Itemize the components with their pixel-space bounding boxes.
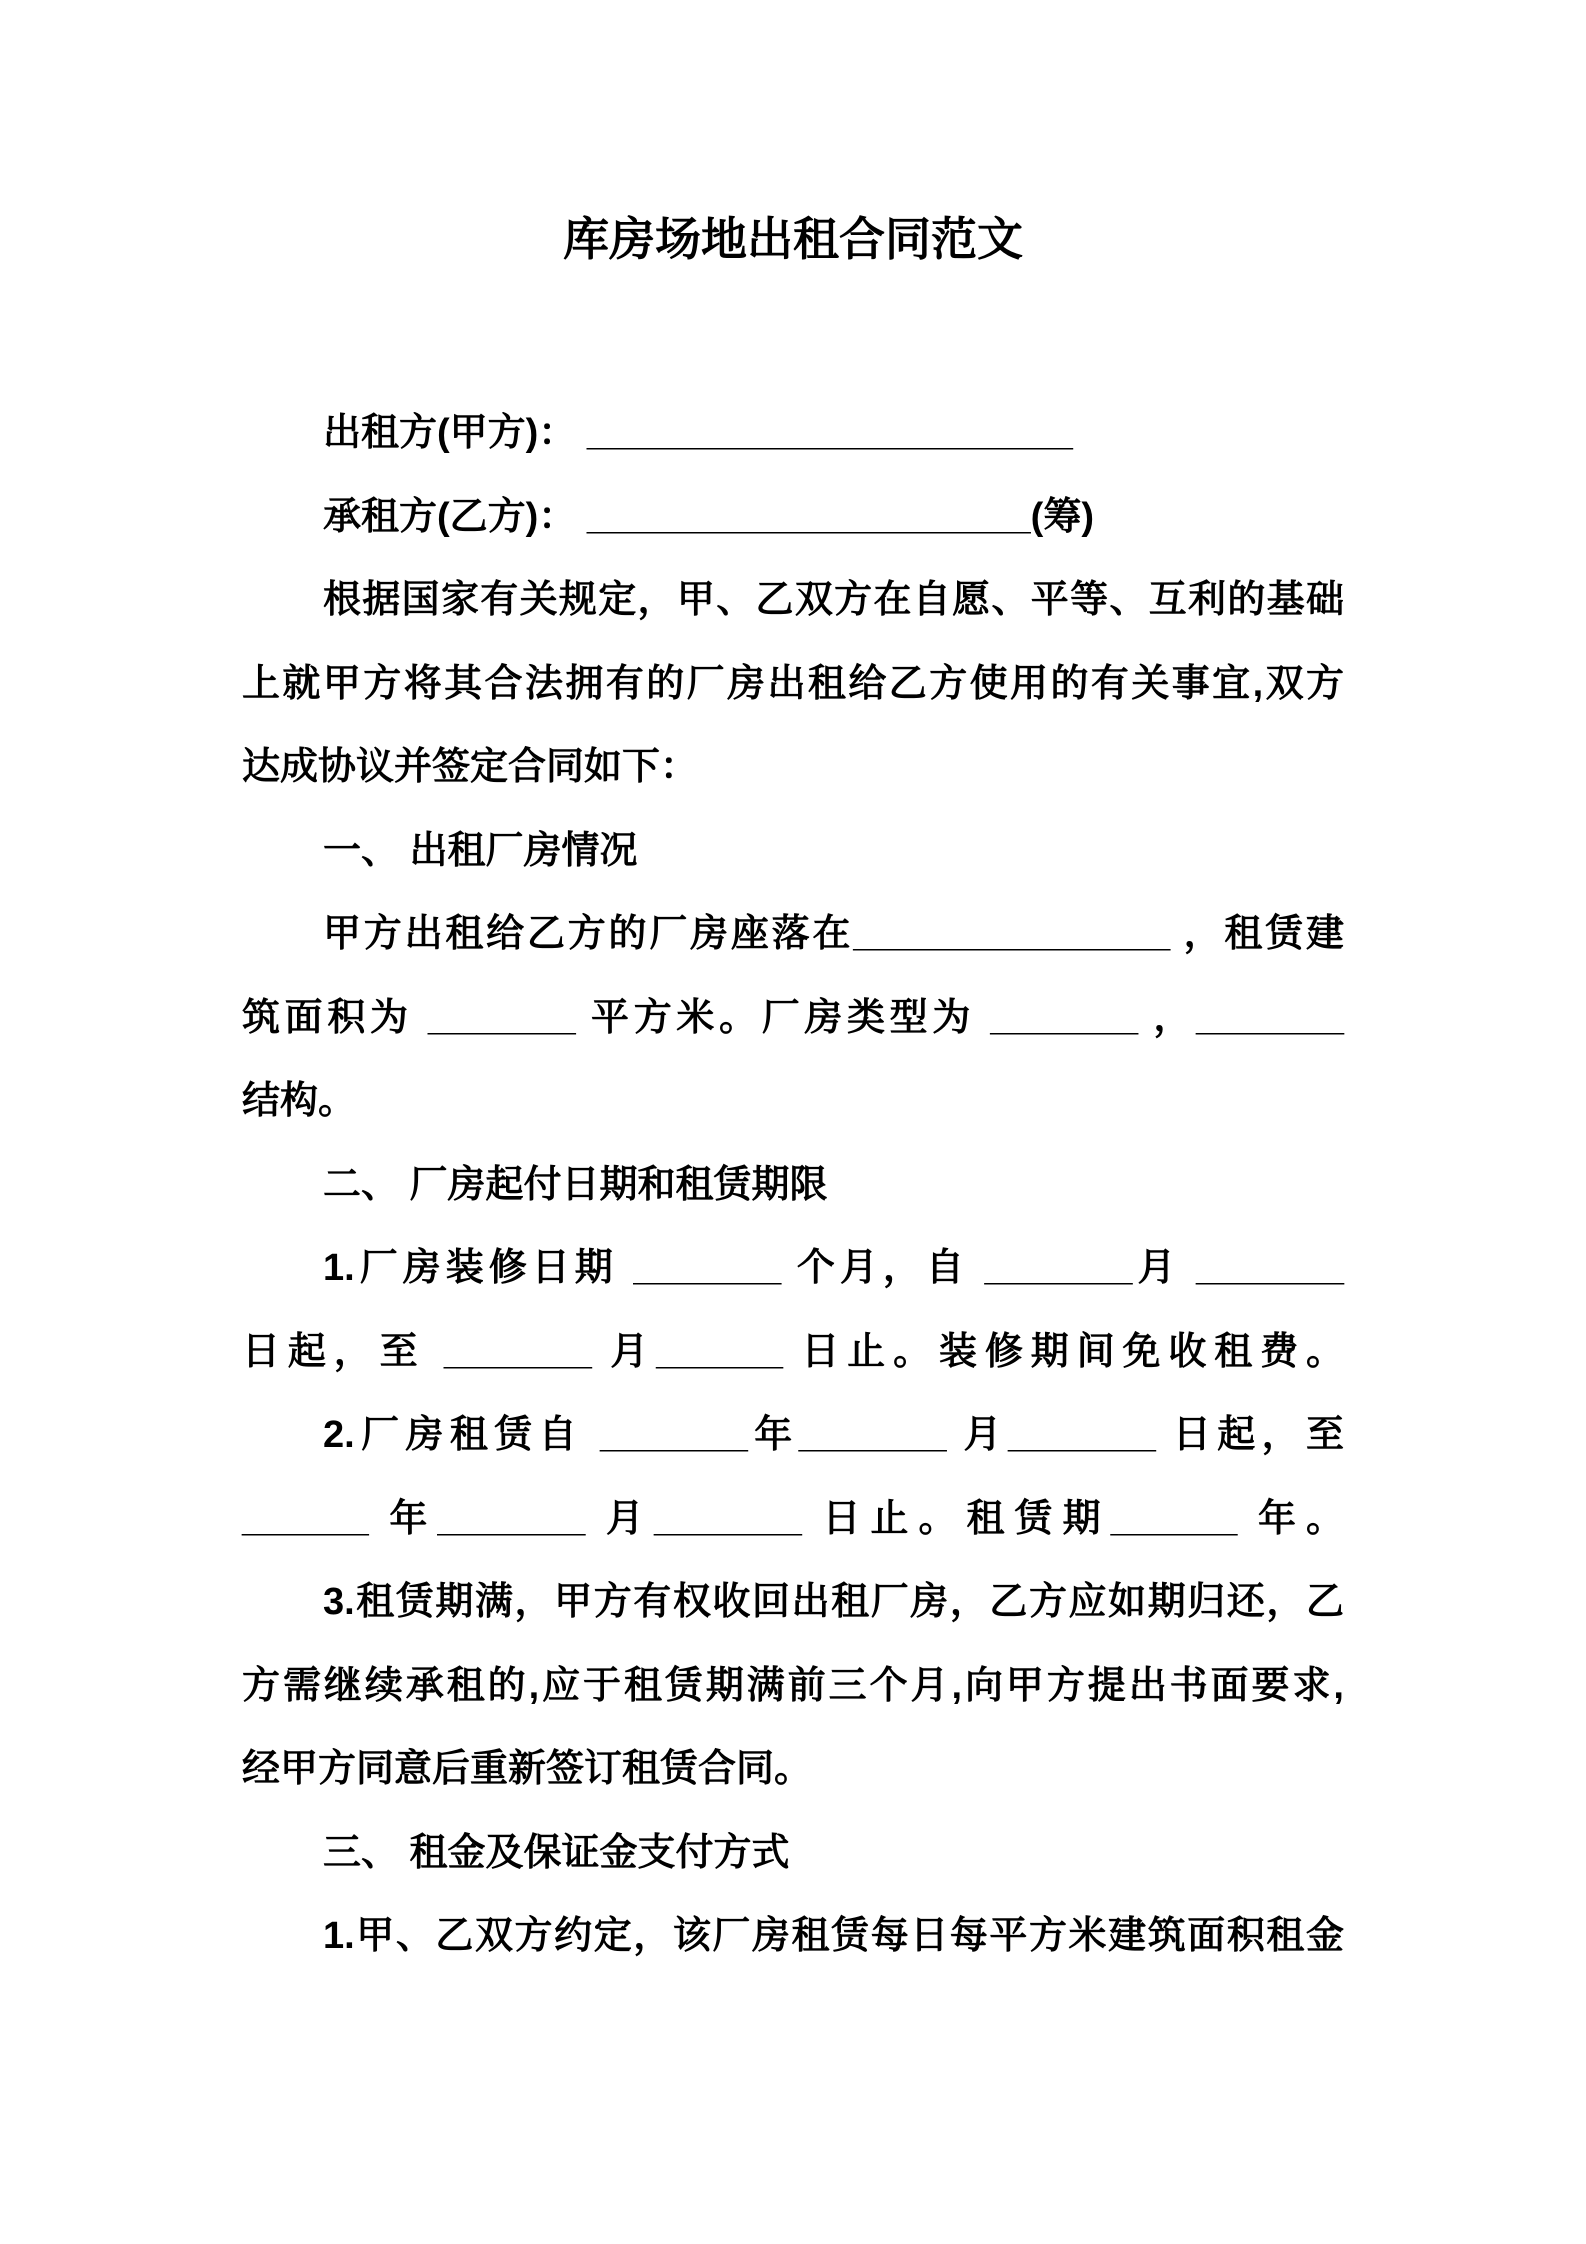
- contract-line: 1.甲、乙双方约定，该厂房租赁每日每平方米建筑面积租金: [323, 1915, 1344, 1957]
- contract-line: 日起，至 _______ 月______ 日止。装修期间免收租费。: [242, 1330, 1344, 1373]
- contract-line: ______ 年_______ 月_______ 日止。租赁期______ 年。: [242, 1497, 1344, 1540]
- contract-body: [242, 392, 1344, 1979]
- contract-line: 2.厂房租赁自 _______年_______ 月_______ 日起，至: [323, 1414, 1344, 1456]
- contract-line: 上就甲方将其合法拥有的厂房出租给乙方使用的有关事宜,双方: [242, 662, 1344, 705]
- contract-line: 根据国家有关规定，甲、乙双方在自愿、平等、互利的基础: [323, 579, 1344, 621]
- contract-line: 达成协议并签定合同如下：: [242, 746, 699, 788]
- contract-heading-section-3: 三、 租金及保证金支付方式: [323, 1831, 790, 1874]
- contract-heading-section-1: 一、 出租厂房情况: [323, 829, 638, 872]
- document-title: 库房场地出租合同范文: [563, 213, 1023, 265]
- contract-line: 结构。: [242, 1080, 357, 1122]
- contract-line: 3.租赁期满，甲方有权收回出租厂房，乙方应如期归还，乙: [323, 1581, 1344, 1623]
- contract-line: 甲方出租给乙方的厂房座落在_______________ ，租赁建: [323, 913, 1344, 955]
- contract-line-lessor: 出租方(甲方)： _______________________: [323, 412, 1073, 454]
- contract-line: 方需继续承租的,应于租赁期满前三个月,向甲方提出书面要求,: [242, 1664, 1344, 1707]
- contract-line: 筑面积为 _______ 平方米。厂房类型为 _______ ，_______: [242, 996, 1344, 1039]
- contract-line-lessee: 承租方(乙方)： _____________________(筹): [323, 495, 1094, 538]
- contract-heading-section-2: 二、 厂房起付日期和租赁期限: [323, 1163, 828, 1206]
- contract-line: 经甲方同意后重新签订租赁合同。: [242, 1748, 813, 1790]
- contract-line: 1.厂房装修日期 _______ 个月，自 _______月 _______: [323, 1247, 1344, 1289]
